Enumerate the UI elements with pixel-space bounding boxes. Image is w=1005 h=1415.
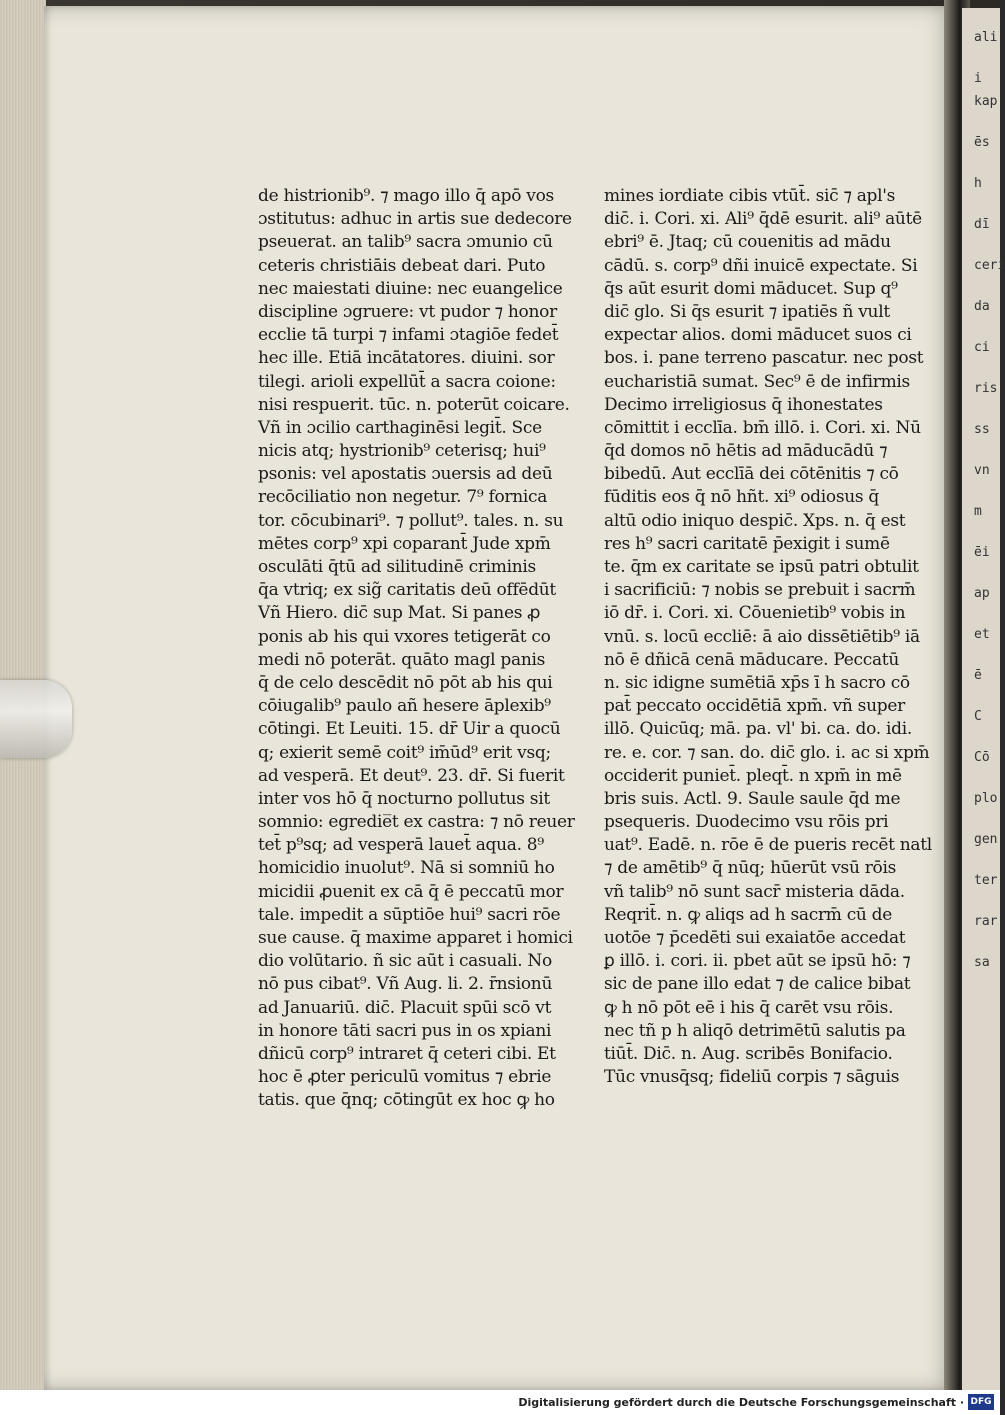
facing-page-fragment-line: i kap xyxy=(974,71,998,109)
facing-page-fragment-line: ali xyxy=(974,30,998,45)
text-line: altū odio iniquo despic̄. Xps. n. q̄ est xyxy=(604,510,906,531)
text-line: occiderit puniet̄. pleqt̄. n xpm̄ in mē xyxy=(604,765,902,786)
left-text-column xyxy=(258,185,575,1113)
text-line: ceteris christiāis debeat dari. Puto xyxy=(258,255,546,276)
text-line: tiūt̄. Dic̄. n. Aug. scribēs Bonifacio. xyxy=(604,1043,893,1064)
text-line: n. sic idigne sumētiā xp̄s ī h sacro cō xyxy=(604,672,910,693)
text-line: ebri⁹ ē. Jtaq; cū couenitis ad mādu xyxy=(604,232,891,253)
text-line: in honore tāti sacri pus in os xpiani xyxy=(258,1020,552,1041)
text-line: uotōe ⁊ p̄cedēti sui exaiatōe accedat xyxy=(604,928,906,948)
facing-page-fragment-line: gen xyxy=(974,832,998,847)
text-line: iō dr̄. i. Cori. xi. Cōuenietib⁹ vobis in xyxy=(604,603,906,624)
text-line: somnio: egredie̅t ex castra: ⁊ nō reuer xyxy=(258,812,575,833)
text-line: ecclie tā turpi ⁊ infami ɔtagiōe fedet̄ xyxy=(258,325,559,346)
text-line: medi nō poterāt. quāto magl panis xyxy=(258,649,546,670)
facing-page-fragment-line: ēi xyxy=(974,545,990,560)
text-line: pseuerat. an talib⁹ sacra ɔmunio cū xyxy=(258,232,553,253)
facing-page-fragment-line: ceri xyxy=(974,258,1005,273)
text-line: cōiugalib⁹ paulo añ hesere āplexib⁹ xyxy=(258,696,551,717)
facing-page-fragment-line: ter xyxy=(974,873,998,888)
text-line: homicidio inuolut⁹. Nā si somniū ho xyxy=(258,858,555,879)
text-line: te. q̄m ex caritate se ipsū patri obtulit xyxy=(604,557,919,577)
text-line: micidii ꝓuenit ex cā q̄ ē peccatū mor xyxy=(258,881,564,902)
text-line: tilegi. arioli expellūt̄ a sacra coione: xyxy=(258,371,556,392)
text-line: Reqrit̄. n. ꝙ aliqs ad h sacrm̄ cū de xyxy=(604,904,893,925)
text-line: hoc ē ꝓter periculū vomitus ⁊ ebrie xyxy=(258,1067,552,1088)
text-line: sic de pane illo edat ⁊ de calice bibat xyxy=(604,974,911,995)
text-line: discipline ɔgruere: vt pudor ⁊ honor xyxy=(258,301,557,322)
text-line: mines iordiate cibis vtūt̄. sic̄ ⁊ apl's xyxy=(604,186,896,206)
text-line: q̄ de celo descēdit nō pōt ab his qui xyxy=(258,672,553,693)
text-line: dñicū corp⁹ intraret q̄ ceteri cibi. Et xyxy=(258,1043,556,1064)
text-line: re. e. cor. ⁊ san. do. dic̄ glo. i. ac si xpm̄ xyxy=(604,742,930,763)
text-line: eucharistiā sumat. Sec⁹ ē de infirmis xyxy=(604,371,910,392)
text-line: vñ talib⁹ nō sunt sacr̄ misteria dāda. xyxy=(604,881,905,902)
page-clip xyxy=(0,680,72,758)
text-line: dic̄ glo. Si q̄s esurit ⁊ ipatiēs ñ vult xyxy=(604,301,890,322)
text-line: inter vos hō q̄ nocturno pollutus sit xyxy=(258,788,550,809)
text-line: tatis. que q̄nq; cōtingūt ex hoc ꝙ ho xyxy=(258,1090,555,1111)
text-line: ⁊ de amētib⁹ q̄ nūq; hūerūt vsū rōis xyxy=(604,858,897,879)
text-line: psonis: vel apostatis ɔuersis ad deū xyxy=(258,464,553,485)
text-line: bris suis. Actl. 9. Saule saule q̄d me xyxy=(604,788,901,809)
facing-page-fragment-line: vn xyxy=(974,463,990,478)
footer-bar xyxy=(0,1390,1000,1415)
facing-page-fragment-line: sa xyxy=(974,955,990,970)
text-line: Tūc vnusq̄sq; fideliū corpis ⁊ sāguis xyxy=(604,1067,900,1088)
facing-page-fragment xyxy=(962,8,1005,1390)
text-line: q̄d domos nō hētis ad māducādū ⁊ xyxy=(604,441,888,462)
facing-page-fragment-line: dī xyxy=(974,217,990,232)
text-line: expectar alios. domi māducet suos ci xyxy=(604,325,912,346)
facing-page-fragment-line: plo xyxy=(974,791,998,806)
facing-page-fragment-line: ap xyxy=(974,586,990,601)
text-line: tet̄ p⁹sq; ad vesperā lauet̄ aqua. 8⁹ xyxy=(258,835,544,856)
facing-page-fragment-line: h xyxy=(974,176,982,191)
text-line: nō pus cibat⁹. Vñ Aug. li. 2. r̄nsionū xyxy=(258,974,553,995)
text-line: ꝑ illō. i. cori. ii. pbet aūt se ipsū hō: ⁊ xyxy=(604,951,911,972)
text-line: bibedū. Aut ecclīā dei cōtēnitis ⁊ cō xyxy=(604,464,899,485)
text-line: res h⁹ sacri caritatē p̄exigit i sumē xyxy=(604,533,890,554)
text-line: nisi respuerit. tūc. n. poterūt coicare. xyxy=(258,394,570,415)
facing-page-fragment-line: Cō xyxy=(974,750,990,765)
text-line: hec ille. Etiā incātatores. diuini. sor xyxy=(258,348,555,369)
text-line: cōtingi. Et Leuiti. 15. dr̄ Uir a quocū xyxy=(258,719,561,740)
text-line: bos. i. pane terreno pascatur. nec post xyxy=(604,348,924,369)
facing-page-fragment-line: ēs xyxy=(974,135,990,150)
text-line: nicis atq; hystrionib⁹ ceterisq; hui⁹ xyxy=(258,441,546,462)
facing-page-fragment-line: ci xyxy=(974,340,990,355)
text-line: osculāti q̄tū ad silitudinē criminis xyxy=(258,557,536,577)
facing-page-fragment-line: et xyxy=(974,627,990,642)
text-line: fūditis eos q̄ nō hñt. xi⁹ odiosus q̄ xyxy=(604,487,880,508)
text-line: recōciliatio non negetur. 7⁹ fornica xyxy=(258,487,548,508)
text-line: dio volūtario. ñ sic aūt i casuali. No xyxy=(258,951,552,972)
text-line: dic̄. i. Cori. xi. Ali⁹ q̄dē esurit. ali⁹ aūtē xyxy=(604,209,922,230)
text-line: pat̄ peccato occidētiā xpm̄. vñ super xyxy=(604,696,905,717)
text-line: Decimo irreligiosus q̄ ihonestates xyxy=(604,394,883,415)
facing-page-fragment-line: ē xyxy=(974,668,982,683)
text-line: i sacrificiū: ⁊ nobis se prebuit i sacrm̄ xyxy=(604,580,916,601)
text-line: cādū. s. corp⁹ dñi inuicē expectate. Si xyxy=(604,255,918,276)
text-line: psequeris. Duodecimo vsu rōis pri xyxy=(604,812,889,833)
text-line: Vñ Hiero. dic̄ sup Mat. Si panes ꝓ xyxy=(258,603,541,624)
facing-page-fragment-line: C xyxy=(974,709,982,724)
text-line: Vñ in ɔcilio carthaginēsi legit̄. Sce xyxy=(258,417,542,438)
facing-page-fragment-line: rar xyxy=(974,914,998,929)
text-line: illō. Quicūq; mā. pa. vl' bi. ca. do. idi. xyxy=(604,719,912,740)
facing-page-fragment-line: ris xyxy=(974,381,998,396)
text-line: cōmittit i ecclīa. bm̄ illō. i. Cori. xi. Nū xyxy=(604,417,921,438)
text-line: sue cause. q̄ maxime apparet i homici xyxy=(258,928,573,948)
dfg-logo: DFG xyxy=(968,1394,994,1410)
text-line: ꝙ h nō pōt eē i his q̄ carēt vsu rōis. xyxy=(604,997,894,1018)
text-line: de histrionib⁹. ⁊ mago illo q̄ apō vos xyxy=(258,186,554,206)
text-line: q̄s aūt esurit domi māducet. Sup q⁹ xyxy=(604,278,898,299)
text-line: nec maiestati diuine: nec euangelice xyxy=(258,278,563,299)
right-text-column xyxy=(604,185,932,1089)
text-line: vnū. s. locū eccliē: ā aio dissētiētib⁹ iā xyxy=(604,626,920,647)
text-line: ad Januariū. dic̄. Placuit spūi scō vt xyxy=(258,997,552,1018)
text-line: uat⁹. Eadē. n. rōe ē de pueris recēt natl xyxy=(604,835,932,856)
text-line: ponis ab his qui vxores tetigerāt co xyxy=(258,626,551,647)
text-line: mētes corp⁹ xpi coparant̄ Jude xpm̄ xyxy=(258,533,551,554)
text-line: ɔstitutus: adhuc in artis sue dedecore xyxy=(258,209,572,230)
text-line: q; exierit semē coit⁹ im̄ūd⁹ erit vsq; xyxy=(258,742,551,763)
text-line: tor. cōcubinari⁹. ⁊ pollut⁹. tales. n. su xyxy=(258,510,564,531)
text-line: ad vesperā. Et deut⁹. 23. dr̄. Si fuerit xyxy=(258,765,565,786)
text-line: q̄a vtriq; ex sig̃ caritatis deū offēdūt xyxy=(258,580,556,601)
facing-page-fragment-line: m xyxy=(974,504,982,519)
facing-page-fragment-line: ss xyxy=(974,422,990,437)
text-line: tale. impedit a sūptiōe hui⁹ sacri rōe xyxy=(258,904,561,925)
text-line: nec tñ p h aliqō detrimētū salutis pa xyxy=(604,1020,906,1041)
text-line: nō ē dñicā cenā māducare. Peccatū xyxy=(604,649,899,670)
funding-credit: Digitalisierung gefördert durch die Deutsche Forschungsgemeinschaft · xyxy=(518,1396,964,1409)
facing-page-fragment-line: da xyxy=(974,299,990,314)
